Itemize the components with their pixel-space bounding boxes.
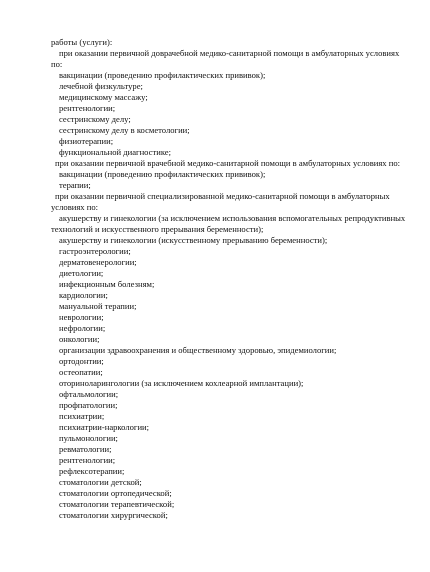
text-line-24: кардиологии; bbox=[59, 290, 108, 300]
text-line-40: рефлексотерапии; bbox=[59, 466, 125, 476]
text-line-30: ортодонтии; bbox=[59, 356, 104, 366]
text-line-25: мануальной терапии; bbox=[59, 301, 137, 311]
text-line-39: рентгенологии; bbox=[59, 455, 116, 465]
text-line-9: сестринскому делу в косметологии; bbox=[59, 125, 190, 135]
text-line-36: психиатрии-наркологии; bbox=[59, 422, 150, 432]
text-line-16: условиях по: bbox=[51, 202, 99, 212]
text-line-32: оториноларингологии (за исключением кохлеарной имплантации); bbox=[59, 378, 304, 388]
text-line-44: стоматологии хирургической; bbox=[59, 510, 168, 520]
text-line-26: неврологии; bbox=[59, 312, 104, 322]
text-line-19: акушерству и гинекологии (искусственному прерыванию беременности); bbox=[59, 235, 328, 245]
text-line-3: по: bbox=[51, 59, 63, 69]
text-line-33: офтальмологии; bbox=[59, 389, 119, 399]
text-line-15: при оказании первичной специализированной медико-санитарной помощи в амбулаторных bbox=[55, 191, 390, 201]
text-line-14: терапии; bbox=[59, 180, 91, 190]
text-line-41: стоматологии детской; bbox=[59, 477, 142, 487]
text-line-12: при оказании первичной врачебной медико-санитарной помощи в амбулаторных условиях по: bbox=[55, 158, 401, 168]
text-line-13: вакцинации (проведению профилактических прививок); bbox=[59, 169, 266, 179]
text-line-2: при оказании первичной доврачебной медико-санитарной помощи в амбулаторных условиях bbox=[59, 48, 400, 58]
text-line-23: инфекционным болезням; bbox=[59, 279, 155, 289]
text-line-1: работы (услуги): bbox=[51, 37, 113, 47]
text-line-10: физиотерапии; bbox=[59, 136, 114, 146]
text-line-28: онкологии; bbox=[59, 334, 100, 344]
text-line-8: сестринскому делу; bbox=[59, 114, 131, 124]
text-line-21: дерматовенерологии; bbox=[59, 257, 137, 267]
text-line-20: гастроэнтерологии; bbox=[59, 246, 131, 256]
text-line-29: организации здравоохранения и общественному здоровью, эпидемиологии; bbox=[59, 345, 337, 355]
text-line-4: вакцинации (проведению профилактических прививок); bbox=[59, 70, 266, 80]
text-line-31: остеопатии; bbox=[59, 367, 103, 377]
text-line-27: нефрологии; bbox=[59, 323, 106, 333]
text-line-17: акушерству и гинекологии (за исключением использования вспомогательных репродуктивных bbox=[59, 213, 406, 223]
text-line-7: рентгенологии; bbox=[59, 103, 116, 113]
text-line-37: пульмонологии; bbox=[59, 433, 118, 443]
text-line-34: профпатологии; bbox=[59, 400, 118, 410]
text-line-22: диетологии; bbox=[59, 268, 104, 278]
text-line-43: стоматологии терапевтической; bbox=[59, 499, 175, 509]
text-line-35: психиатрии; bbox=[59, 411, 105, 421]
text-line-38: ревматологии; bbox=[59, 444, 112, 454]
text-line-11: функциональной диагностике; bbox=[59, 147, 172, 157]
text-line-5: лечебной физкультуре; bbox=[59, 81, 143, 91]
text-line-6: медицинскому массажу; bbox=[59, 92, 148, 102]
text-line-18: технологий и искусственного прерывания беременности); bbox=[51, 224, 264, 234]
text-line-42: стоматологии ортопедической; bbox=[59, 488, 172, 498]
